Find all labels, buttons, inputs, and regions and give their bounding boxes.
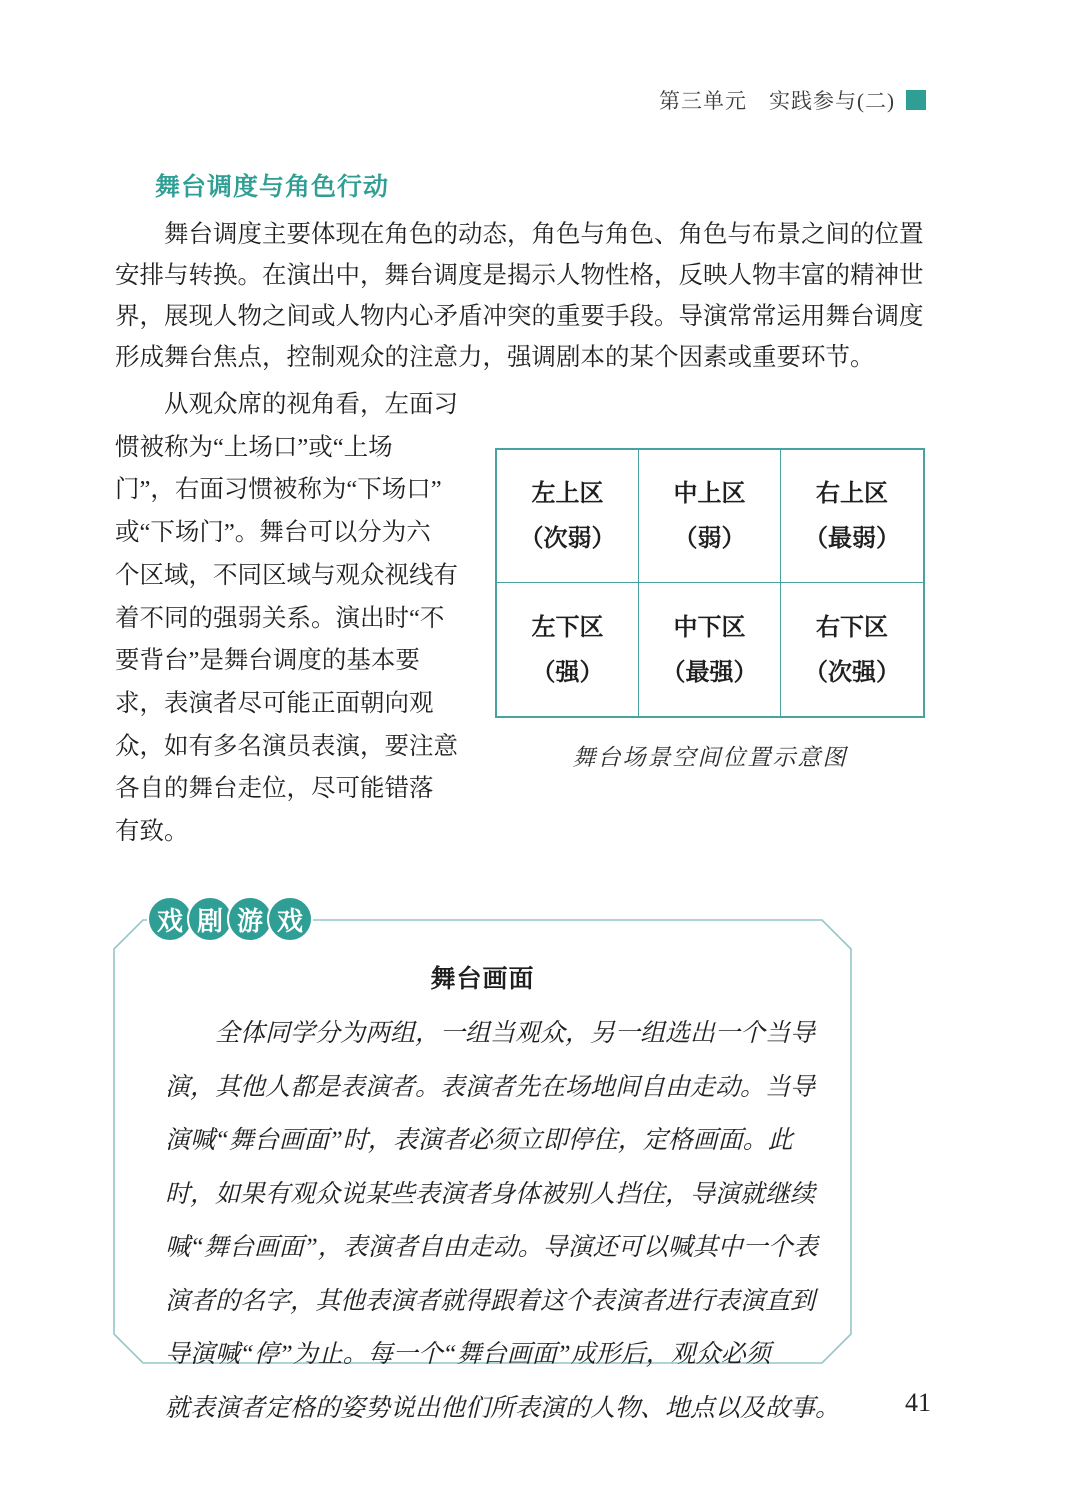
badge-circle-2: 剧 xyxy=(187,896,233,942)
text-line: 门”，右面习惯被称为“下场口” xyxy=(115,476,442,504)
text-line: 或“下场门”。舞台可以分为六 xyxy=(115,519,431,547)
text-line: 时，如果有观众说某些表演者身体被别人挡住，导演就继续 xyxy=(165,1180,816,1208)
text-line: 各自的舞台走位，尽可能错落 xyxy=(115,775,434,803)
drama-game-badge xyxy=(147,896,313,942)
text-line: 演，其他人都是表演者。表演者先在场地间自由走动。当导 xyxy=(165,1073,816,1101)
text-line: 形成舞台焦点，控制观众的注意力，强调剧本的某个因素或重要环节。 xyxy=(115,344,875,371)
page-number: 41 xyxy=(905,1388,931,1417)
text-line: 有致。 xyxy=(115,818,189,846)
section-heading: 舞台调度与角色行动 xyxy=(155,173,390,201)
text-line: 舞台调度主要体现在角色的动态，角色与角色、角色与布景之间的位置 xyxy=(164,221,924,248)
page-header xyxy=(659,85,926,115)
text-line: 众，如有多名演员表演，要注意 xyxy=(115,732,458,760)
text-line: 全体同学分为两组，一组当观众，另一组选出一个当导 xyxy=(215,1020,816,1047)
badge-circle-3: 游 xyxy=(227,896,273,942)
text-line: 安排与转换。在演出中，舞台调度是揭示人物性格，反映人物丰富的精神世 xyxy=(115,262,924,289)
text-line: 界，展现人物之间或人物内心矛盾冲突的重要手段。导演常常运用舞台调度 xyxy=(115,303,924,330)
grid-cell-upper-left: 左上区 （次弱） xyxy=(497,450,639,583)
grid-cell-lower-center: 中下区 （最强） xyxy=(639,583,781,716)
text-line: 导演喊“停”为止。每一个“舞台画面”成形后，观众必须 xyxy=(165,1341,771,1368)
drama-game-box xyxy=(113,905,852,1422)
header-unit-title: 第三单元 实践参与(二) xyxy=(659,89,895,113)
text-line: 演者的名字，其他表演者就得跟着这个表演者进行表演直到 xyxy=(165,1287,816,1315)
grid-cell-upper-center: 中上区 （弱） xyxy=(639,450,781,583)
intro-paragraph xyxy=(115,214,935,378)
badge-circle-4: 戏 xyxy=(267,896,313,942)
game-instructions xyxy=(165,1007,841,1435)
text-line: 演喊“舞台画面”时，表演者必须立即停住，定格画面。此 xyxy=(165,1127,793,1154)
grid-cell-lower-left: 左下区 （强） xyxy=(497,583,639,716)
stage-position-figure xyxy=(495,448,925,772)
game-title: 舞台画面 xyxy=(430,965,535,993)
stage-position-grid xyxy=(495,448,925,718)
text-line: 着不同的强弱关系。演出时“不 xyxy=(115,604,445,632)
header-square-marker-icon xyxy=(906,90,926,110)
badge-circle-1: 戏 xyxy=(147,896,193,942)
text-line: 喊“舞台画面”，表演者自由走动。导演还可以喊其中一个表 xyxy=(165,1234,818,1261)
text-line: 从观众席的视角看，左面习 xyxy=(164,391,458,418)
text-line: 要背台”是舞台调度的基本要 xyxy=(115,647,420,675)
text-line: 惯被称为“上场口”或“上场 xyxy=(115,433,393,461)
stage-zones-paragraph xyxy=(115,384,485,854)
figure-caption: 舞台场景空间位置示意图 xyxy=(572,745,848,770)
grid-cell-lower-right: 右下区 （次强） xyxy=(804,613,900,686)
text-line: 个区域，不同区域与观众视线有 xyxy=(115,561,458,589)
text-line: 就表演者定格的姿势说出他们所表演的人物、地点以及故事。 xyxy=(165,1394,841,1422)
text-line: 求，表演者尽可能正面朝向观 xyxy=(115,689,434,717)
grid-cell-upper-right: 右上区 （最弱） xyxy=(781,450,923,583)
